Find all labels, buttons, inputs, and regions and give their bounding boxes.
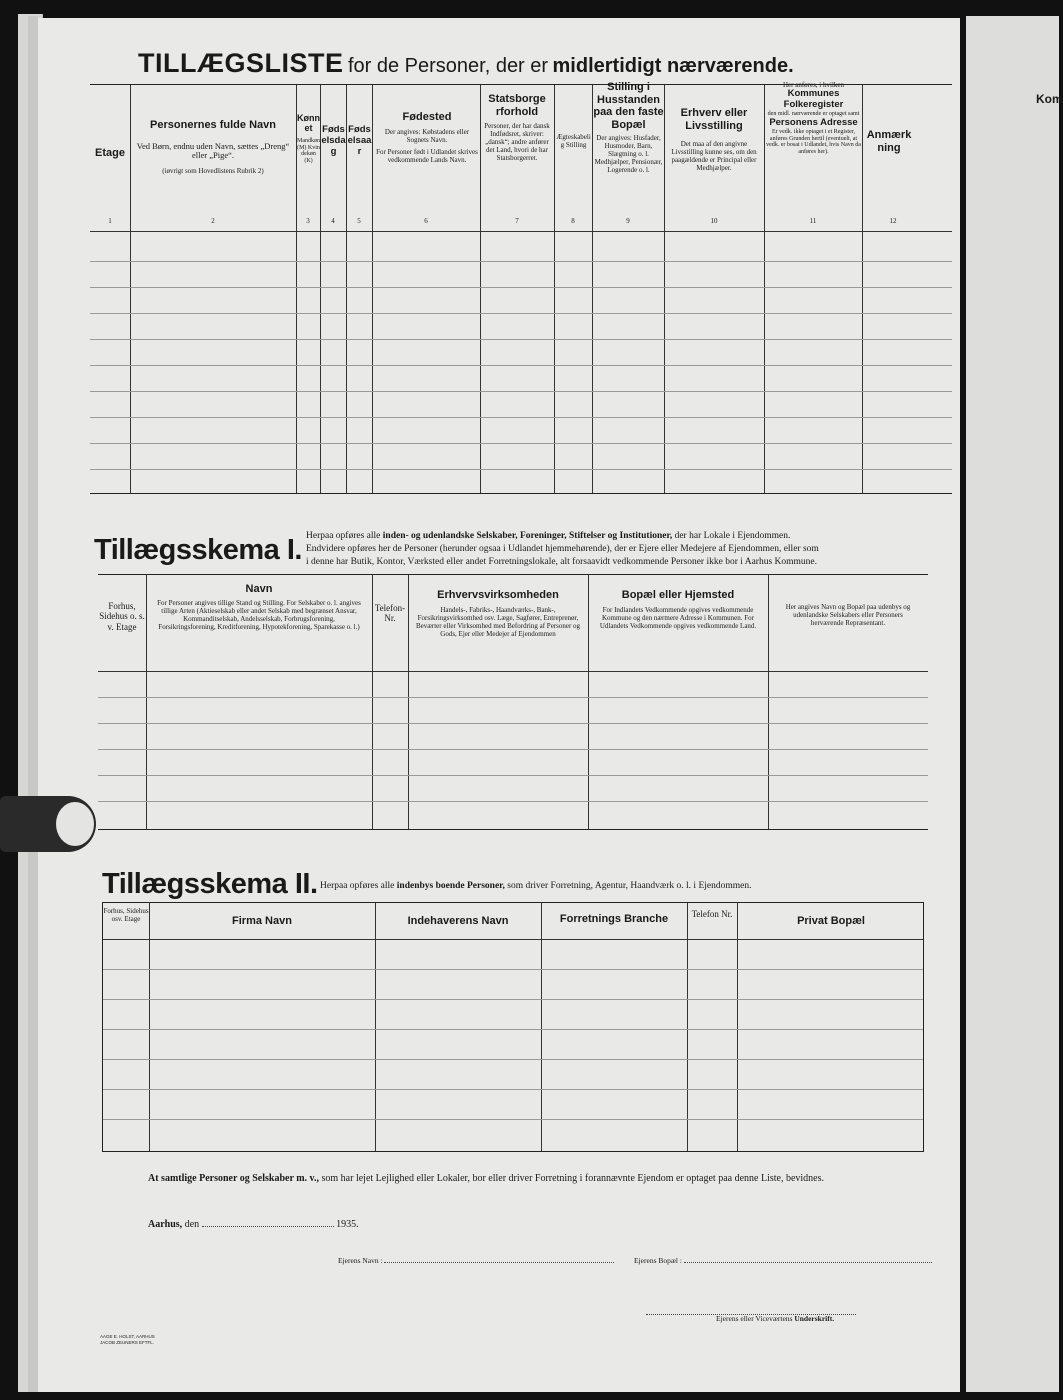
skema2-intro-a: Herpaa opføres alle: [320, 881, 395, 891]
title-rest: for de Personer, der er: [347, 55, 549, 77]
col-konnet: [297, 113, 320, 165]
col-folkeregister-pre: Her anføres, i hvilken: [782, 81, 845, 89]
skema1-intro-c: der har Lokale i Ejendommen.: [674, 531, 791, 541]
col-folkeregister-head: Kommunes Folkeregister: [783, 88, 844, 110]
skema1-intro-a: Herpaa opføres alle: [306, 531, 381, 541]
tillaegsliste-table: [90, 81, 952, 494]
col-aegteskab: Ægteskabelig Stilling: [556, 133, 591, 150]
col-statsborger-head: Statsborgerforhold: [488, 93, 546, 118]
date-line: [148, 1218, 359, 1232]
s1-col-erhverv: [410, 589, 586, 638]
col-num-4: 4: [331, 217, 335, 225]
col-num-1: 1: [108, 217, 112, 225]
declaration-bold: At samtlige Personer og Selskaber m. v.,: [148, 1173, 320, 1184]
owner-address-label: Ejerens Bopæl :: [634, 1256, 682, 1265]
signature-text: Ejerens eller Viceværtens: [716, 1314, 793, 1323]
col-num-10: 10: [710, 217, 718, 225]
skema2-intro-b: indenbys boende Personer,: [396, 881, 505, 891]
s1-col-telefon: Telefon-Nr.: [374, 603, 406, 624]
s2-col-telefon: Telefon Nr.: [691, 909, 733, 919]
col-num-5: 5: [357, 217, 361, 225]
owner-name-line: [338, 1256, 614, 1266]
col-stilling-sub: Der angives: Husfader, Husmoder, Barn, Slægtning o. l. Medhjælper, Pensionær, Logerende o. l.: [594, 133, 663, 174]
s1-col-etage: Forhus, Sidehus o. s. v. Etage: [99, 601, 145, 632]
printer-line-2: JACOB ZEUNERS EFTFL.: [100, 1339, 155, 1345]
col-folkeregister-sub2: Er vedk. ikke optaget i et Register, anføres Grunden hertil (eventuelt, at vedk. er bosat i Udlandet, hvis Navn da anføres her).: [766, 128, 861, 156]
printer-mark: [100, 1334, 155, 1346]
title-main: TILLÆGSLISTE: [138, 48, 344, 78]
s2-col-bopael: Privat Bopæl: [797, 915, 865, 927]
s1-col-navn-head: Navn: [245, 583, 273, 595]
skema1-intro-line2: Endvidere opføres her de Personer (herunder ogsaa i Udlandet hjemmehørende), der er Ejere eller Medejere af Ejendommen, eller som: [306, 543, 819, 554]
col-num-2: 2: [211, 217, 215, 225]
col-statsborger-sub: Personer, der har dansk Indfødsret, skriver: „dansk“; andre anfører det Land, hvori de har Statsborgerret.: [484, 122, 550, 163]
col-stilling: [593, 81, 664, 174]
signature-bold: Underskrift.: [794, 1314, 835, 1323]
col-fodested-sub2: For Personer født i Udlandet skrives vedkommende Lands Navn.: [376, 147, 478, 164]
col-num-11: 11: [809, 217, 817, 225]
col-erhverv: [666, 107, 762, 172]
col-etage: Etage: [95, 147, 125, 159]
next-page-text: Kom: [1036, 92, 1063, 106]
skema1-intro: [306, 530, 956, 568]
skema2-title: Tillægsskema II.: [102, 868, 318, 900]
owner-address-line: [634, 1256, 932, 1266]
skema1-title: Tillægsskema I.: [94, 534, 302, 566]
col-statsborger: [482, 93, 552, 163]
col-num-6: 6: [424, 217, 428, 225]
s1-col-bopael-sub: For Indlandets Vedkommende opgives vedkommende Kommune og den nærmere Adresse i Kommunen. For Udlandets Vedkommende opgives vedkommende Land.: [599, 605, 757, 630]
col-folkeregister-sub: den midl. nærværende er optaget samt: [767, 110, 860, 117]
page-edge-inner: [28, 16, 38, 1392]
owner-address-field[interactable]: [684, 1262, 932, 1263]
page-tab: [0, 796, 96, 852]
col-fodested-head: Fødested: [402, 111, 452, 123]
col-num-8: 8: [571, 217, 575, 225]
col-anmaerkning: Anmærkning: [866, 129, 912, 154]
declaration: [148, 1172, 824, 1186]
col-konnet-sub: Mandkøn (M) Kvindekøn (K): [297, 137, 320, 165]
skema1-intro-b: inden- og udenlandske Selskaber, Foreninger, Stiftelser og Institutioner,: [382, 531, 673, 541]
title-bold: midlertidigt nærværende.: [552, 55, 794, 77]
s1-col-repraesentant: Her angives Navn og Bopæl paa udenbys og udenlandske Selskabers eller Personers herværende Repræsentant.: [785, 603, 911, 628]
s1-col-erhverv-head: Erhvervsvirksomheden: [437, 589, 559, 601]
s1-col-bopael-head: Bopæl eller Hjemsted: [621, 589, 735, 601]
tillaegsliste-title: [138, 48, 794, 79]
s1-col-bopael: [590, 589, 766, 630]
year: 1935.: [336, 1219, 359, 1230]
col-fodested: [376, 111, 478, 164]
skema2-table: [102, 902, 924, 1152]
owner-name-label: Ejerens Navn :: [338, 1256, 383, 1265]
col-num-3: 3: [306, 217, 310, 225]
col-folkeregister: [765, 81, 862, 156]
owner-name-field[interactable]: [384, 1262, 614, 1263]
skema2-intro: [320, 880, 751, 893]
col-navn-sub: Ved Børn, endnu uden Navn, sættes „Dreng“ eller „Pige“.: [136, 140, 290, 161]
skema1-intro-line3: i denne har Butik, Kontor, Værksted eller andet Forretningslokale, alt forsaavidt vedkommende Personer ikke bor i Aarhus Kommune.: [306, 556, 818, 567]
den-label: den: [184, 1219, 200, 1230]
declaration-rest: som har lejet Lejlighed eller Lokaler, bor eller driver Forretning i forannævnte Ejendom er optaget paa denne Liste, bevidnes.: [321, 1173, 824, 1184]
col-folkeregister-head2: Personens Adresse: [769, 116, 858, 128]
col-fodselsaar: Fødselsaar: [347, 124, 372, 157]
s1-col-erhverv-sub: Handels-, Fabriks-, Haandværks-, Bank-, Forsikringsvirksomhed osv. Læge, Sagfører, Entreprenør, Beværter eller Virksomhed med Befordring af Personer og Gods, Ejer eller Medejer af Ejendommen: [415, 605, 581, 638]
s2-col-firma: Firma Navn: [232, 915, 292, 927]
col-erhverv-head: Erhverv eller Livsstilling: [680, 107, 748, 132]
s1-col-navn: [148, 583, 370, 631]
form-page: [38, 18, 960, 1392]
col-stilling-head: Stilling i Husstanden paa den faste Bopæl: [593, 81, 664, 131]
col-navn-sub2: (iøvrigt som Hovedlistens Rubrik 2): [162, 167, 264, 176]
printer-line-1: AAGE E. HOLST, AARHUS: [100, 1334, 155, 1339]
col-fodested-sub: Der angives: Købstadens eller Sognets Navn.: [384, 127, 470, 144]
col-navn: [132, 119, 294, 175]
skema2-intro-c: som driver Forretning, Agentur, Haandværk o. l. i Ejendommen.: [507, 881, 752, 891]
col-fodselsdag: Fødselsdag: [321, 124, 346, 157]
col-num-12: 12: [889, 217, 897, 225]
signature-label: [716, 1314, 834, 1324]
col-num-7: 7: [515, 217, 519, 225]
s2-col-indehaver: Indehaverens Navn: [407, 915, 509, 927]
city: Aarhus,: [148, 1219, 183, 1230]
date-field[interactable]: [202, 1226, 334, 1227]
s2-col-branche: Forretnings Branche: [559, 913, 669, 925]
col-num-9: 9: [626, 217, 630, 225]
col-konnet-head: Kønnet: [297, 113, 320, 134]
col-navn-head: Personernes fulde Navn: [150, 119, 276, 131]
s2-col-etage: Forhus, Sidehus osv. Etage: [103, 907, 149, 924]
skema1-table: [98, 574, 928, 830]
next-page: [966, 16, 1063, 1392]
col-erhverv-sub: Det maa af den angivne Livsstilling kunne ses, om den paagældende er Principal eller Medhjælper.: [671, 140, 757, 173]
s1-col-navn-sub: For Personer angives tillige Stand og Stilling. For Selskaber o. l. angives tillige Arten (Aktieselskab eller andet Selskab med begrænset Ansvar, Kommanditselskab, Andelsselskab, Forbrugsforening, Forsikringsforening, Kreditforening, Hypotekforening, Sparekasse o. l.): [157, 598, 361, 631]
